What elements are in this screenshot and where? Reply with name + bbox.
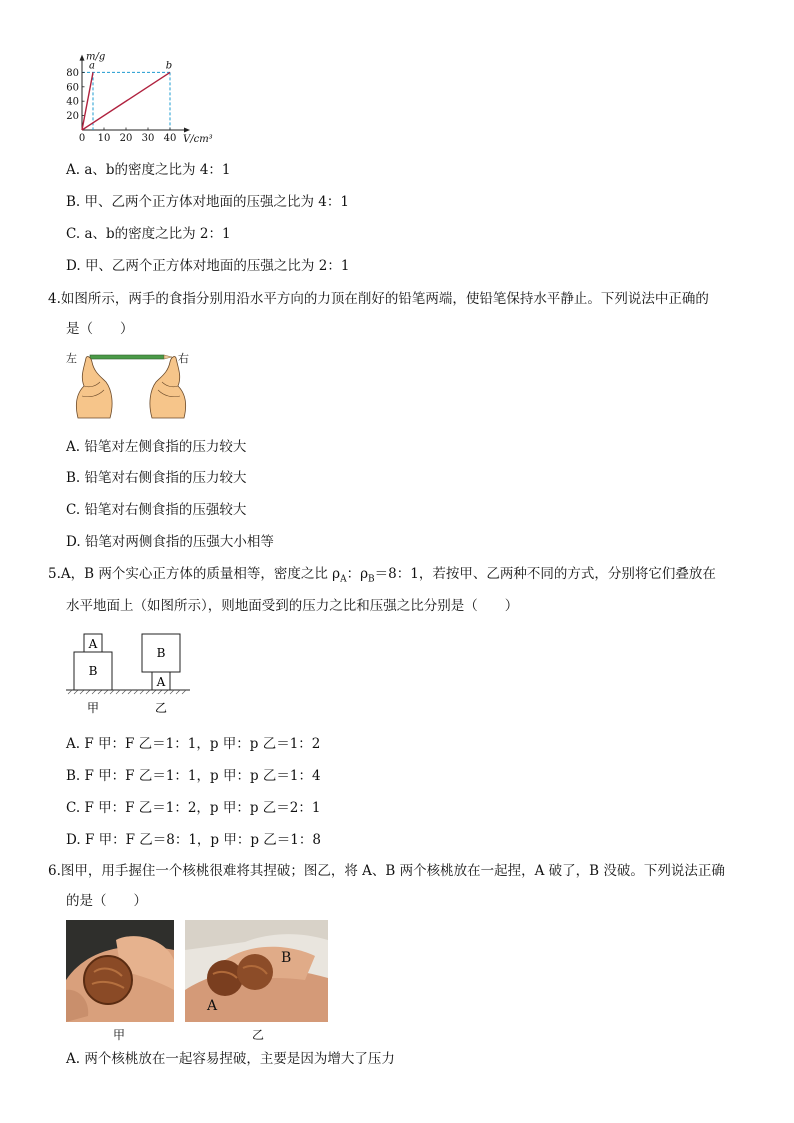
x-tick-label: 30 <box>141 133 155 144</box>
x-tick-label: 20 <box>119 133 133 144</box>
pencil-tip <box>164 355 172 359</box>
fig-label-yi: 乙 <box>154 701 168 715</box>
stacked-cubes-figure <box>64 628 194 720</box>
q5-option-d[interactable]: D. F 甲：F 乙＝8：1，p 甲：p 乙＝1：8 <box>66 832 321 848</box>
y-tick-label: 40 <box>66 96 79 108</box>
q3-option-d[interactable]: D. 甲、乙两个正方体对地面的压强之比为 2：1 <box>66 258 350 274</box>
svg-text:A: A <box>156 675 166 689</box>
x-tick-label: 40 <box>163 133 177 144</box>
q4-option-b[interactable]: B. 铅笔对右侧食指的压力较大 <box>66 470 247 486</box>
right-hand <box>150 357 186 418</box>
svg-text:B: B <box>88 664 98 678</box>
series-label-b: b <box>165 60 173 72</box>
walnut-label-a: A <box>207 998 218 1014</box>
q5-option-b[interactable]: B. F 甲：F 乙＝1：1，p 甲：p 乙＝1：4 <box>66 768 321 784</box>
x-axis-arrow <box>184 128 190 133</box>
photo-label-jia: 甲 <box>113 1028 126 1042</box>
y-tick-label: 60 <box>66 82 79 94</box>
q4-option-d[interactable]: D. 铅笔对两侧食指的压强大小相等 <box>66 534 274 550</box>
q5-stem-line1: 5.A，B 两个实心正方体的质量相等，密度之比 $\rho_A$：$\rho_B=8$：1，若按甲、乙两种不同的方式，分别将它们叠放在 <box>48 566 716 585</box>
left-hand <box>76 357 112 418</box>
q5-stem-line2: 水平地面上（如图所示），则地面受到的压力之比和压强之比分别是（ ） <box>66 598 519 614</box>
series-line-b <box>82 72 170 130</box>
q3-option-b[interactable]: B. 甲、乙两个正方体对地面的压强之比为 4：1 <box>66 194 349 210</box>
y-tick-label: 20 <box>66 111 79 123</box>
x-tick-label: 10 <box>97 133 111 144</box>
y-axis-arrow <box>80 55 85 61</box>
fig-label-jia: 甲 <box>86 701 100 715</box>
y-axis-label: m/g <box>86 52 106 63</box>
mass-volume-graph <box>60 52 220 152</box>
q6-stem-line2: 的是（ ） <box>66 893 147 909</box>
q5-option-a[interactable]: A. F 甲：F 乙＝1：1，p 甲：p 乙＝1：2 <box>66 736 321 752</box>
q4-option-a[interactable]: A. 铅笔对左侧食指的压力较大 <box>66 439 247 455</box>
walnut-label-b: B <box>281 950 292 966</box>
q6-stem-line1: 6.图甲，用手握住一个核桃很难将其捏破；图乙，将 A、B 两个核桃放在一起捏，A 破了，B 没破。下列说法正确 <box>48 863 725 879</box>
fig-label-left: 左 <box>66 352 77 365</box>
q6-option-a[interactable]: A. 两个核桃放在一起容易捏破，主要是因为增大了压力 <box>66 1051 395 1067</box>
x-axis-label: V/cm³ <box>183 134 213 145</box>
walnut-photo-yi <box>185 920 328 1022</box>
x-tick-label: 0 <box>78 133 86 144</box>
fig-label-right: 右 <box>178 352 189 365</box>
q4-option-c[interactable]: C. 铅笔对右侧食指的压强较大 <box>66 502 247 518</box>
walnut-photo-jia <box>66 920 174 1022</box>
q5-option-c[interactable]: C. F 甲：F 乙＝1：2，p 甲：p 乙＝2：1 <box>66 800 321 816</box>
pencil <box>90 355 164 359</box>
svg-text:A: A <box>88 637 98 651</box>
svg-text:B: B <box>156 646 166 660</box>
q4-stem-line1: 4.如图所示，两手的食指分别用沿水平方向的力顶在削好的铅笔两端，使铅笔保持水平静止。下列说法中正确的 <box>48 291 709 307</box>
pencil-hands-figure <box>64 346 194 426</box>
y-tick-label: 80 <box>66 67 79 79</box>
q4-stem-line2: 是（ ） <box>66 321 134 337</box>
series-label-a: a <box>89 60 95 72</box>
q3-option-a[interactable]: A. a、b的密度之比为 4：1 <box>66 162 231 178</box>
q3-option-c[interactable]: C. a、b的密度之比为 2：1 <box>66 226 231 242</box>
photo-label-yi: 乙 <box>252 1028 265 1042</box>
